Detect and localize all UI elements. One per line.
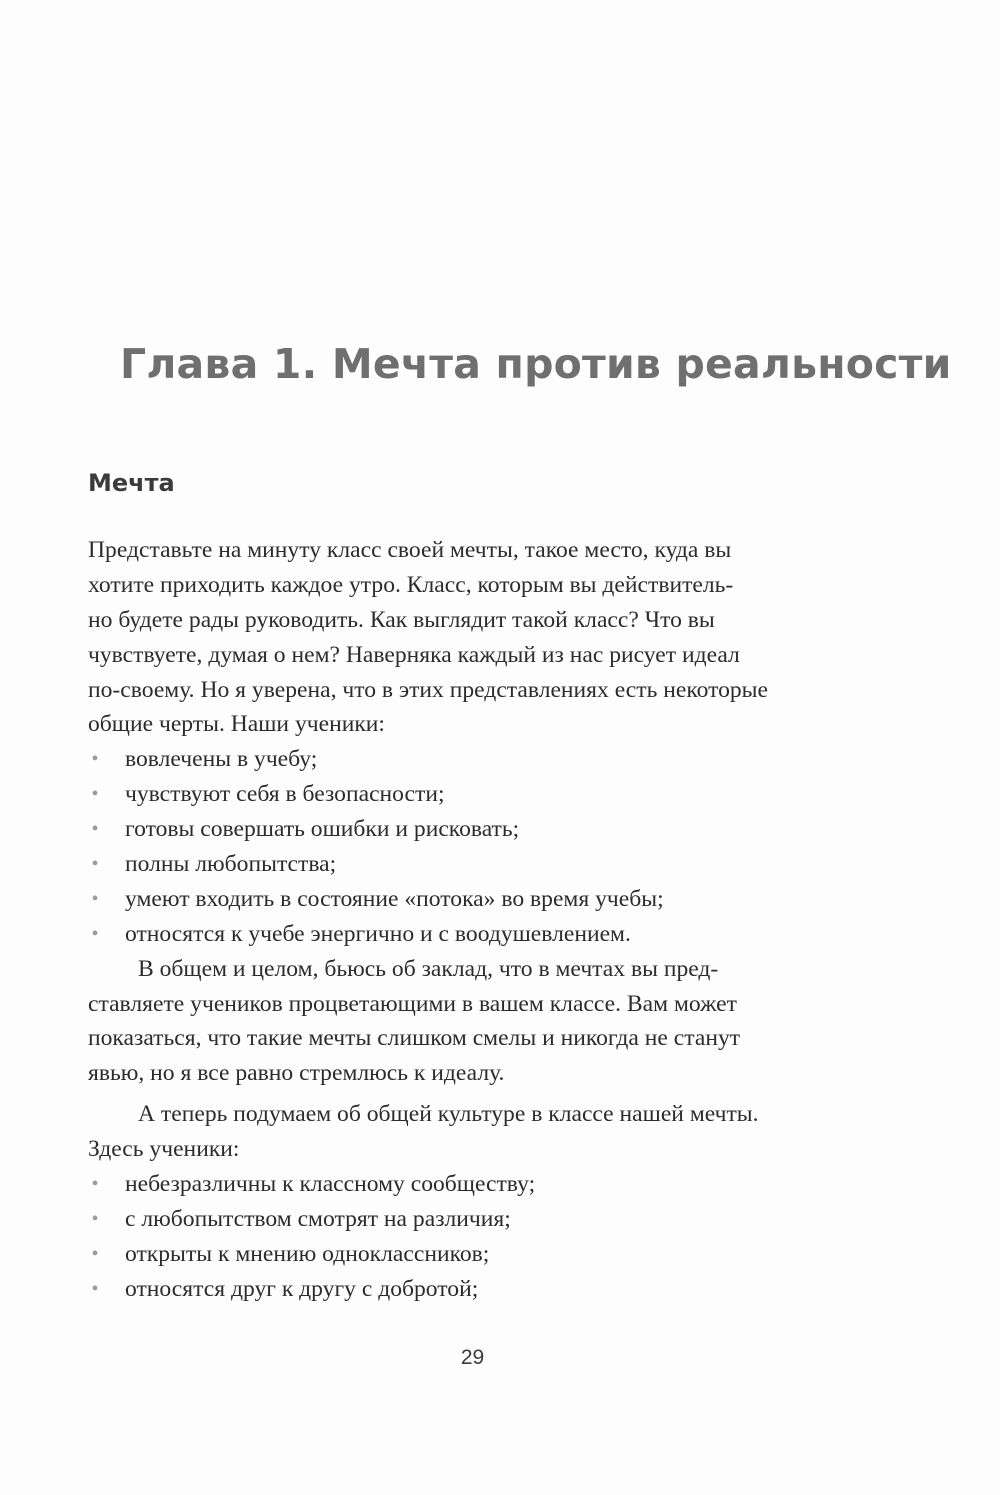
text-line: чувствуете, думая о нем? Наверняка каждый из нас рисует идеал xyxy=(88,641,740,668)
list-item-text: полны любопытства; xyxy=(125,851,337,878)
chapter-title: Глава 1. Мечта против реальности xyxy=(120,340,952,388)
list-item xyxy=(88,742,868,777)
paragraph-3 xyxy=(88,1097,868,1167)
text-line: по-своему. Но я уверена, что в этих представлениях есть некоторые xyxy=(88,676,769,703)
bullet-icon: • xyxy=(91,1277,99,1300)
list-item xyxy=(88,812,868,847)
text-line: Здесь ученики: xyxy=(88,1136,240,1163)
paragraph-1 xyxy=(88,533,868,742)
text-line: показаться, что такие мечты слишком смелы и никогда не станут xyxy=(88,1025,741,1052)
body-text xyxy=(88,533,868,1307)
text-line: В общем и целом, бьюсь об заклад, что в мечтах вы пред- xyxy=(138,955,719,982)
list-item xyxy=(88,1237,868,1272)
list-item-text: вовлечены в учебу; xyxy=(125,746,318,773)
text-line: общие черты. Наши ученики: xyxy=(88,711,385,738)
text-line: ставляете учеников процветающими в вашем классе. Вам может xyxy=(88,990,737,1017)
bullet-list-2 xyxy=(88,1167,868,1307)
text-line: но будете рады руководить. Как выглядит такой класс? Что вы xyxy=(88,606,715,633)
list-item xyxy=(88,777,868,812)
text-line: явью, но я все равно стремлюсь к идеалу. xyxy=(88,1060,505,1087)
bullet-icon: • xyxy=(91,1207,99,1230)
bullet-icon: • xyxy=(91,853,99,876)
bullet-icon: • xyxy=(91,887,99,910)
list-item-text: чувствуют себя в безопасности; xyxy=(125,781,445,808)
text-line: Представьте на минуту класс своей мечты, такое место, куда вы xyxy=(88,537,732,563)
list-item xyxy=(88,1202,868,1237)
bullet-icon: • xyxy=(91,1173,99,1196)
list-item xyxy=(88,847,868,882)
page-number: 29 xyxy=(460,1346,485,1369)
section-title: Мечта xyxy=(88,469,175,497)
list-item xyxy=(88,882,868,917)
list-item-text: умеют входить в состояние «потока» во время учебы; xyxy=(125,885,664,912)
bullet-icon: • xyxy=(91,1242,99,1265)
list-item xyxy=(88,1272,868,1307)
paragraph-2 xyxy=(88,952,868,1092)
bullet-list-1 xyxy=(88,742,868,951)
list-item xyxy=(88,917,868,952)
list-item-text: с любопытством смотрят на различия; xyxy=(125,1205,511,1232)
text-line: хотите приходить каждое утро. Класс, которым вы действитель- xyxy=(88,571,734,598)
bullet-icon: • xyxy=(91,783,99,806)
list-item-text: готовы совершать ошибки и рисковать; xyxy=(125,816,520,843)
bullet-icon: • xyxy=(91,818,99,841)
bullet-icon: • xyxy=(91,748,99,771)
list-item-text: относятся к учебе энергично и с воодушевлением. xyxy=(125,920,631,947)
list-item-text: открыты к мнению одноклассников; xyxy=(125,1240,490,1267)
list-item xyxy=(88,1167,868,1202)
list-item-text: небезразличны к классному сообществу; xyxy=(125,1171,536,1198)
text-line: А теперь подумаем об общей культуре в классе нашей мечты. xyxy=(138,1101,759,1128)
list-item-text: относятся друг к другу с добротой; xyxy=(125,1275,479,1302)
bullet-icon: • xyxy=(91,922,99,945)
